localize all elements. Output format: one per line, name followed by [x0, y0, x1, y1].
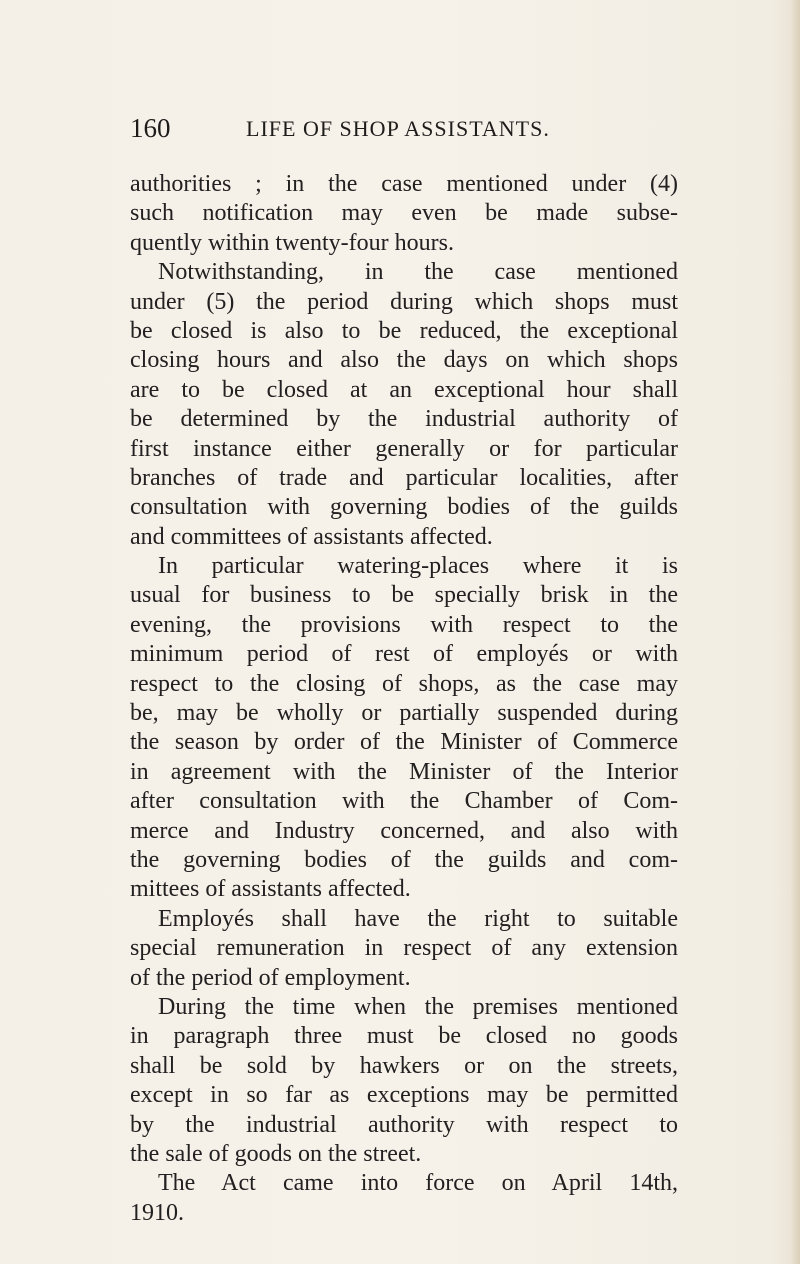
text-line: usual for business to be specially brisk in the: [130, 582, 678, 609]
text-line: consultation with governing bodies of the guilds: [130, 494, 678, 521]
text-line: closing hours and also the days on which shops: [130, 347, 678, 374]
text-line: and committees of assistants affected.: [130, 523, 493, 550]
text-line: the governing bodies of the guilds and com-: [130, 846, 678, 873]
text-line: after consultation with the Chamber of Com-: [130, 788, 678, 815]
text-line: in agreement with the Minister of the Interior: [130, 758, 678, 785]
text-line: by the industrial authority with respect to: [130, 1111, 678, 1138]
text-line: The Act came into force on April 14th,: [158, 1170, 678, 1197]
text-line: In particular watering-places where it is: [158, 553, 678, 580]
text-line: be closed is also to be reduced, the exceptional: [130, 317, 678, 344]
text-line: special remuneration in respect of any extension: [130, 935, 678, 962]
running-head-title: LIFE OF SHOP ASSISTANTS.: [246, 116, 550, 141]
body-text: [130, 170, 678, 1228]
text-line: branches of trade and particular localities, after: [130, 464, 678, 491]
text-line: under (5) the period during which shops must: [130, 288, 678, 315]
text-line: mittees of assistants affected.: [130, 876, 411, 903]
page-number: 160: [130, 113, 171, 143]
text-line: except in so far as exceptions may be permitted: [130, 1082, 678, 1109]
text-line: shall be sold by hawkers or on the streets,: [130, 1052, 678, 1079]
text-line: merce and Industry concerned, and also with: [130, 817, 678, 844]
text-line: 1910.: [130, 1199, 184, 1226]
text-line: Notwithstanding, in the case mentioned: [158, 259, 678, 286]
text-line: authorities ; in the case mentioned under (4): [130, 171, 678, 197]
page-edge: [790, 0, 800, 1264]
text-line: the sale of goods on the street.: [130, 1140, 422, 1167]
text-line: respect to the closing of shops, as the case may: [130, 670, 678, 697]
text-line: of the period of employment.: [130, 964, 411, 991]
text-line: quently within twenty-four hours.: [130, 229, 454, 256]
text-line: are to be closed at an exceptional hour shall: [130, 376, 678, 403]
text-line: During the time when the premises mentioned: [158, 993, 678, 1020]
text-line: minimum period of rest of employés or with: [130, 641, 678, 668]
text-line: such notification may even be made subse-: [130, 200, 678, 227]
text-line: be, may be wholly or partially suspended during: [130, 700, 678, 727]
text-line: the season by order of the Minister of Commerce: [130, 729, 678, 756]
text-line: first instance either generally or for particular: [130, 435, 678, 462]
text-line: in paragraph three must be closed no goods: [130, 1023, 678, 1050]
text-line: be determined by the industrial authority of: [130, 406, 678, 433]
text-line: Employés shall have the right to suitable: [158, 905, 678, 932]
running-head: [130, 113, 690, 143]
text-line: evening, the provisions with respect to the: [130, 611, 678, 638]
